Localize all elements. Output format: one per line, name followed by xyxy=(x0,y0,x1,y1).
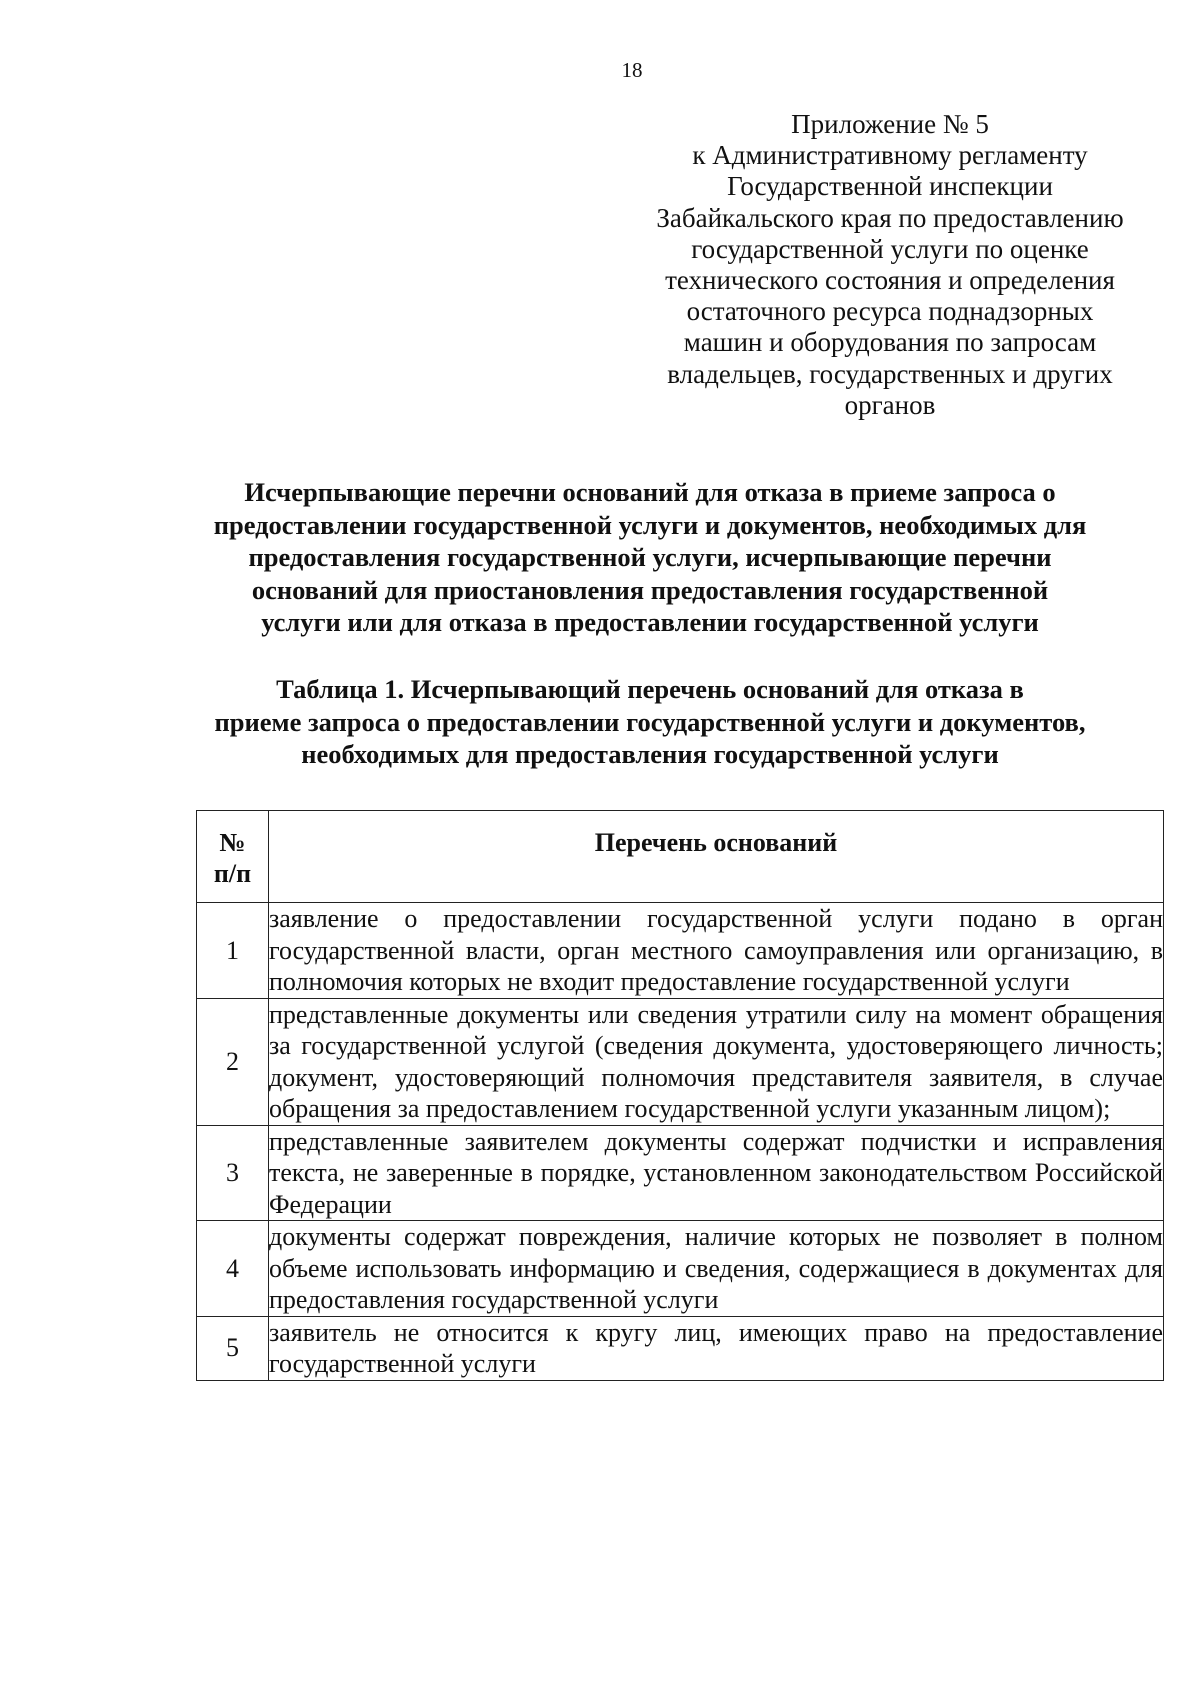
title-line: предоставлении государственной услуги и документов, необходимых для xyxy=(213,509,1087,540)
row-number: 4 xyxy=(197,1221,269,1317)
header-number-sign: № xyxy=(219,828,246,857)
appendix-reference-block xyxy=(610,109,1170,421)
row-number: 3 xyxy=(197,1125,269,1221)
row-text: заявитель не относится к кругу лиц, имеющих право на предоставление государственной услуги xyxy=(269,1317,1163,1378)
appendix-line: к Административному регламенту xyxy=(692,140,1088,171)
header-number-cell xyxy=(197,811,269,903)
appendix-line: машин и оборудования по запросам xyxy=(683,327,1097,358)
table-row xyxy=(197,998,1164,1125)
appendix-line: Государственной инспекции xyxy=(727,171,1053,202)
appendix-line: Приложение № 5 xyxy=(791,109,989,139)
title-line: услуги или для отказа в предоставлении государственной услуги xyxy=(261,607,1039,637)
table-caption-line: Таблица 1. Исчерпывающий перечень оснований для отказа в xyxy=(276,674,1024,704)
header-number-abbr: п/п xyxy=(213,859,252,888)
row-number: 5 xyxy=(197,1316,269,1380)
appendix-line: Забайкальского края по предоставлению xyxy=(656,202,1124,233)
title-line: предоставления государственной услуги, исчерпывающие перечни xyxy=(248,542,1052,572)
appendix-line: технического состояния и определения xyxy=(665,265,1115,296)
appendix-line: владельцев, государственных и других xyxy=(667,358,1113,389)
table-header-row xyxy=(197,811,1164,903)
title-line: оснований для приостановления предоставления государственной xyxy=(251,574,1049,605)
table-row xyxy=(197,903,1164,999)
header-grounds-cell: Перечень оснований xyxy=(269,811,1164,903)
row-text: заявление о предоставлении государственной услуги подано в орган государственной власти, орган местного самоуправления или организацию, в полномочия которых не входит предоставление государственной услуги xyxy=(269,904,1163,996)
table-row xyxy=(197,1125,1164,1221)
page-number: 18 xyxy=(621,58,643,82)
table-caption xyxy=(150,673,1150,771)
grounds-table xyxy=(196,810,1164,1381)
row-number: 1 xyxy=(197,903,269,999)
appendix-line: государственной услуги по оценке xyxy=(691,233,1089,264)
table-caption-line: необходимых для предоставления государственной услуги xyxy=(301,739,999,769)
appendix-line: остаточного ресурса поднадзорных xyxy=(686,296,1094,327)
appendix-line: органов xyxy=(844,389,936,420)
title-line: Исчерпывающие перечни оснований для отказа в приеме запроса о xyxy=(244,477,1056,507)
row-text: документы содержат повреждения, наличие которых не позволяет в полном объеме использовать информацию и сведения, содержащиеся в документах для предоставления государственной услуги xyxy=(269,1222,1163,1314)
row-number: 2 xyxy=(197,998,269,1125)
row-text: представленные документы или сведения утратили силу на момент обращения за государственной услугой (сведения документа, удостоверяющего личность; документ, удостоверяющий полномочия представителя заявителя, в случае обращения за предоставлением государственной услуги указанным лицом); xyxy=(269,999,1163,1123)
table-caption-line: приеме запроса о предоставлении государственной услуги и документов, xyxy=(214,706,1086,737)
row-text: представленные заявителем документы содержат подчистки и исправления текста, не заверенные в порядке, установленном законодательством Российской Федерации xyxy=(269,1126,1163,1219)
table-row xyxy=(197,1316,1164,1380)
document-title xyxy=(150,476,1150,639)
table-row xyxy=(197,1221,1164,1317)
